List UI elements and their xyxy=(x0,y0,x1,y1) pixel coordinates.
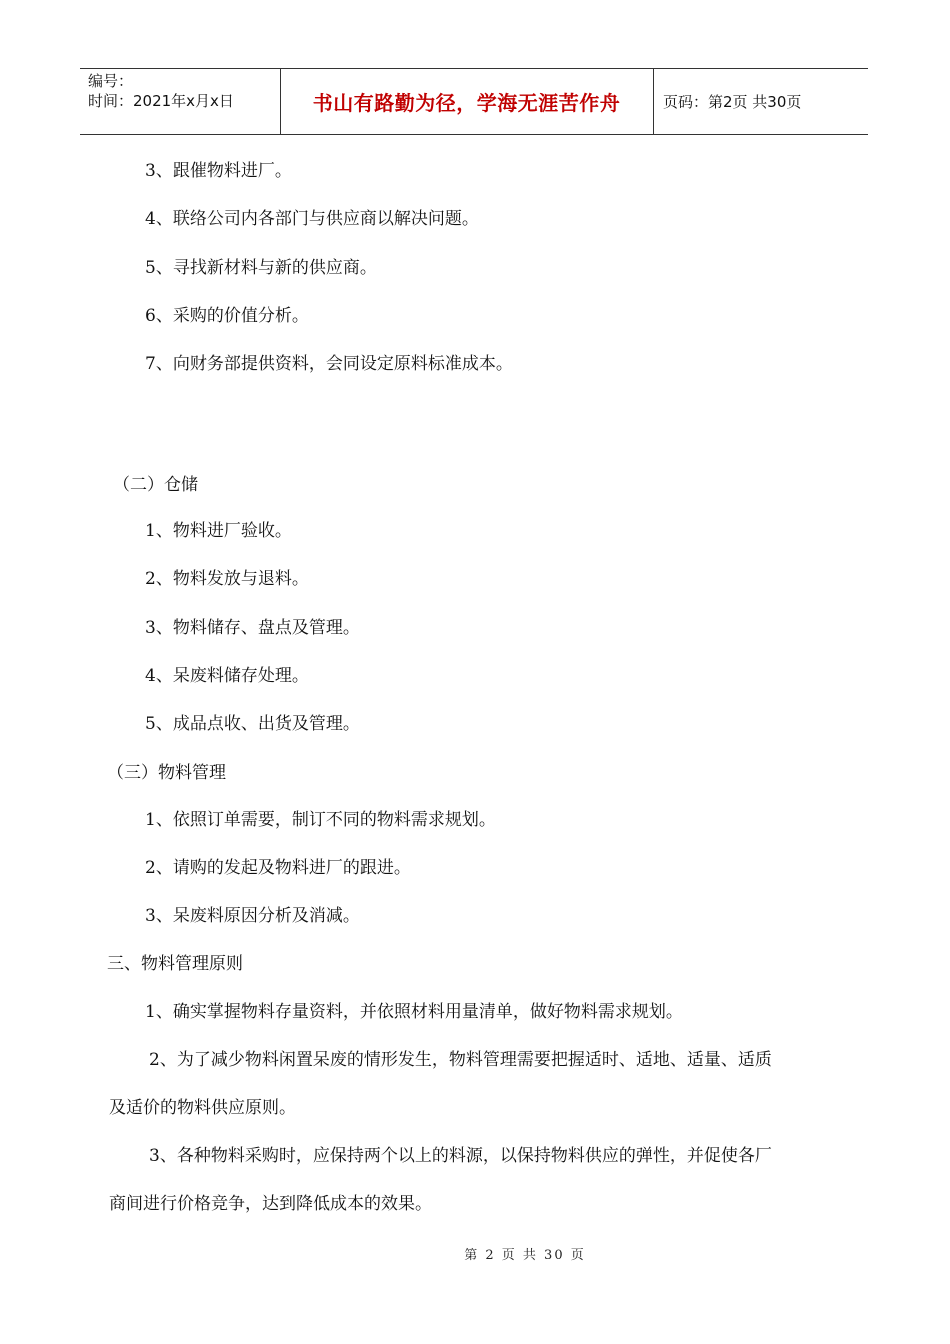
list-item: 1、物料进厂验收。 xyxy=(145,521,292,541)
list-item: 6、采购的价值分析。 xyxy=(145,306,309,326)
paragraph-line: 商间进行价格竞争，达到降低成本的效果。 xyxy=(109,1194,432,1214)
list-item: 3、跟催物料进厂。 xyxy=(145,161,292,181)
paragraph-line: 2、为了减少物料闲置呆废的情形发生，物料管理需要把握适时、适地、适量、适质 xyxy=(149,1050,772,1070)
list-item: 7、向财务部提供资料，会同设定原料标准成本。 xyxy=(145,354,513,374)
page-footer: 第 2 页 共 30 页 xyxy=(464,1248,586,1263)
list-item: 1、依照订单需要，制订不同的物料需求规划。 xyxy=(145,810,496,830)
list-item: 5、寻找新材料与新的供应商。 xyxy=(145,258,377,278)
list-item: 3、物料储存、盘点及管理。 xyxy=(145,618,360,638)
section-heading: （二）仓储 xyxy=(113,475,198,495)
header-motto: 书山有路勤为径，学海无涯苦作舟 xyxy=(312,91,621,115)
section-heading: 三、物料管理原则 xyxy=(107,954,243,974)
list-item: 4、联络公司内各部门与供应商以解决问题。 xyxy=(145,209,479,229)
header-page-info: 页码：第2页 共30页 xyxy=(663,93,802,111)
section-heading: （三）物料管理 xyxy=(107,763,226,783)
serial-label: 编号： xyxy=(88,72,134,90)
list-item: 4、呆废料储存处理。 xyxy=(145,666,309,686)
list-item: 2、请购的发起及物料进厂的跟进。 xyxy=(145,858,411,878)
list-item: 2、物料发放与退料。 xyxy=(145,569,309,589)
list-item: 3、呆废料原因分析及消减。 xyxy=(145,906,360,926)
paragraph-line: 及适价的物料供应原则。 xyxy=(109,1098,296,1118)
paragraph-line: 3、各种物料采购时，应保持两个以上的料源，以保持物料供应的弹性，并促使各厂 xyxy=(149,1146,772,1166)
list-item: 5、成品点收、出货及管理。 xyxy=(145,714,360,734)
header-divider xyxy=(653,69,654,134)
list-item: 1、确实掌握物料存量资料，并依照材料用量清单，做好物料需求规划。 xyxy=(145,1002,683,1022)
time-label: 时间：2021年x月x日 xyxy=(88,92,234,110)
page-header xyxy=(80,68,868,135)
header-meta xyxy=(88,71,234,111)
